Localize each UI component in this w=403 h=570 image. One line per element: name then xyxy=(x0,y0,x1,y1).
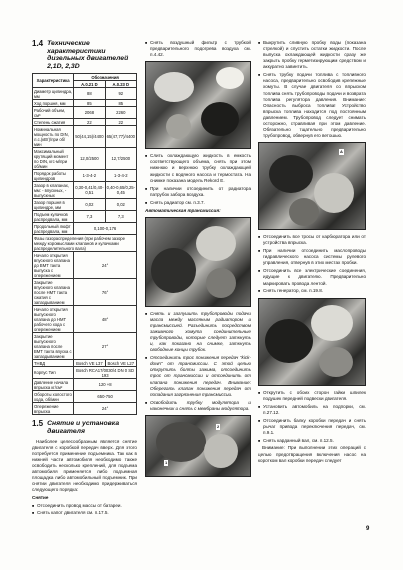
table-cell-value: 0,30-0,41/0,40-0,51 xyxy=(74,182,105,199)
table-row xyxy=(33,211,137,223)
section-heading-1-5 xyxy=(32,420,137,435)
table-cell-value: 76° xyxy=(74,279,137,306)
table-row xyxy=(33,148,137,170)
table-header-col2: A.0.23 D xyxy=(105,81,136,88)
table-cell-label: Диаметр цилиндра, мм xyxy=(34,88,73,99)
table-cell-label: Номинальная мощность по DIN, л.с.(кВт)/при об/мин xyxy=(33,126,74,148)
table-row xyxy=(33,333,137,360)
table-cell-value: 22 xyxy=(74,119,105,126)
list-item: ■ Отсоединить трос понижения передач "kick-down" от трансмиссии. С этой целью открутить болты зажима, отсоединить трос от трансмиссии и отсоединить от клапана понижения передач. Внимание: Оберегать клапан понижения передач от попадания загрязнения трансмиссии. xyxy=(145,355,251,398)
list-item: ■ Выкрутить сливную пробку воды (показана стрелкой) и спустить остатки жидкости. После выпуска охлаждающей жидкости сразу же закрыть пробку герметизирующим средством и аккуратно завинтить. xyxy=(258,40,366,70)
table-cell-value: 0,02 xyxy=(74,199,105,211)
table-cell-label: Продольный люфт распредвала, мм xyxy=(33,223,74,235)
table-cell-label: Закрытие впускного клапана после НМТ такта сжатия с запаздыванием xyxy=(33,279,74,306)
table-cell-label: Фазы газораспределения (при рабочем зазоре между коромыслами клапанов и кулачками распределительного вала) xyxy=(33,235,137,252)
table-row xyxy=(33,367,137,379)
figure-label-2: 2 xyxy=(217,423,220,429)
table-cell-value: 85 xyxy=(105,100,136,107)
list-item: ■ При наличии отсоединить от радиатора патрубок забора воздуха. xyxy=(145,186,251,198)
table-row xyxy=(33,235,137,252)
list-item: ■ Снять радиатор см. п.3.7. xyxy=(145,200,251,206)
table-cell-value: 92 xyxy=(105,88,136,100)
photo-caption: ■ Снять и заглушить трубопроводы подачи масла между масляным радиатором и трансмиссией. Разъединить посредством зажимного хомута соединительные трубопроводы, которые следует заткнуть и, как показано на снимке, заткнуть свободные концы трубок. xyxy=(145,311,251,354)
table-header-col1: A.0.21 D xyxy=(74,81,105,88)
table-cell-value: 24° xyxy=(74,403,137,415)
engine-photo-3 xyxy=(145,415,251,477)
list-item: ■ Установить автомобиль на подпорки, см. п.27.12. xyxy=(258,404,366,416)
table-row xyxy=(33,107,137,119)
list-item: ■ Слить охлаждающую жидкость в емкость соответствующего объема, снять при этом нижнюю и верхнюю трубку охлаждающей жидкости с водяного насоса и термостата. На снимке показана модель Rekord E. xyxy=(145,153,251,183)
table-cell-value: 48° xyxy=(74,306,137,333)
section-number: 1.5 xyxy=(32,419,44,429)
table-header-designation: Обозначения xyxy=(74,74,137,81)
intro-paragraph: Наиболее целесообразным является снятие двигателя с коробкой передач вверх. Для этого потребуется применение подъемника. Так как в нижней части автомобиля необходимо также освободить несколько креплений, для подъема автомобиля применяется либо подъемная площадка либо автомобильный подъемник. При снятии двигателя необходимо придерживаться следующего порядка: xyxy=(32,438,137,493)
list-item: ■ Снять воздушный фильтр с трубкой предварительного подогрева воздуха см. п.4.42. xyxy=(145,40,251,58)
table-cell-value: 650-750 xyxy=(74,391,137,403)
list-item: ■ Снять капот двигателя см. п.17.5. xyxy=(32,510,137,516)
table-cell-value: 7,3 xyxy=(74,211,105,223)
section-title: Снятие и установка двигателя xyxy=(47,420,120,435)
table-header-characteristic: Характеристика xyxy=(33,74,74,88)
list-item: ■ Отсоединить провод массы от батареи. xyxy=(32,503,137,509)
table-cell-value: Bosch VE L37 xyxy=(74,360,105,367)
table-row xyxy=(33,88,137,100)
list-item: ■ Отсоединить все электрические соединения, идущие к двигателю. Предварительно маркировать провода лентой. xyxy=(258,268,366,286)
table-cell-label: Порядок работы цилиндров xyxy=(33,170,74,182)
table-cell-label: Рабочий объем, см³ xyxy=(33,107,74,119)
spec-table xyxy=(32,73,137,415)
table-cell-label: Степень сжатия xyxy=(33,119,74,126)
section-number: 1.4 xyxy=(32,39,44,48)
table-cell-value: 2068 xyxy=(74,107,105,119)
engine-photo-2 xyxy=(145,217,251,307)
list-item: ■ Открутить с обоих сторон гайки шпилек подушек передней подвески двигателя. xyxy=(258,390,366,402)
table-cell-value: 120 +8 xyxy=(74,379,137,391)
table-row xyxy=(33,199,137,211)
table-cell-value: 65(47,77)/4400 xyxy=(105,126,136,148)
table-cell-value: Bosch RCA17/0030/4 DN 0 SD 193 xyxy=(74,367,137,379)
section-heading-1-4 xyxy=(32,40,137,70)
table-cell-label: ТНВД xyxy=(33,360,74,367)
list-item: ■ Снять трубку подачи топлива с топливного насоса, предварительно освободив крепежные хомуты. В случае двигателя со впрыском топлива снять трубопроводы подачи и возврата топлива регулятора давления. Внимание: Опасность выброса топлива! Устройство впрыска топлива находится под постоянным давлением. Трубопровод следует снимать осторожно, стравливая при этом давление. Обязательно тщательно предварительно трубопровод, обвернув его ветошью. xyxy=(258,72,366,139)
table-cell-label: Обороты холостого хода, об/мин xyxy=(34,391,72,402)
table-cell-label: Зазор в клапанах, мм: - впускных, - выпускных xyxy=(33,182,74,199)
list-item: ■ При наличии отсоединить маслопроводы гидравлического насоса системы рулевого управления, отвернув в этих местах пробки. xyxy=(258,248,366,266)
page-number: 9 xyxy=(366,526,370,532)
table-cell-label: Начало открытия впускного клапана до ВМТ такта выпуска с опережением xyxy=(33,252,74,279)
table-cell-value: 1-3-4-2 xyxy=(74,170,105,182)
table-cell-value: 0,40-0,65/0,25-0,45 xyxy=(105,182,136,199)
table-row xyxy=(33,126,137,148)
list-item: ■ Освободить трубку модулятора и наконечник и снять с мембраны модулятора. xyxy=(145,400,251,412)
list-item: ■ Снять генератор, см. п.19.8. xyxy=(258,288,366,294)
italic-note: Автоматическая трансмиссия: xyxy=(145,207,221,213)
table-row xyxy=(33,223,137,235)
table-cell-value: Bosch VE L27 xyxy=(105,360,136,367)
table-cell-value: 12,7/2500 xyxy=(105,148,136,170)
engine-photo-4 xyxy=(258,142,366,230)
figure-label-1: 1 xyxy=(165,459,168,465)
table-cell-label: Подъем кулачков распредвала, мм xyxy=(33,211,74,223)
table-row xyxy=(33,391,137,403)
table-row xyxy=(33,360,137,367)
table-cell-value: 24° xyxy=(74,252,137,279)
table-cell-value: 1-3-4-2 xyxy=(105,170,136,182)
list-item: ■ Снять карданный вал, см. п.12.5. xyxy=(258,438,366,444)
table-row xyxy=(33,306,137,333)
table-cell-value: 22 xyxy=(105,119,136,126)
table-cell-label: Корпус Тип xyxy=(33,367,74,379)
table-cell-value: 0,02 xyxy=(105,199,136,211)
table-cell-value: 85 xyxy=(74,100,105,107)
table-row xyxy=(33,100,137,107)
figure-label-a: A xyxy=(340,149,343,155)
table-cell-label: Ход поршня, мм xyxy=(33,100,74,107)
section-title: Технические характеристики дизельных двигателей 2,1D, 2,3D xyxy=(47,40,129,70)
table-header-row xyxy=(33,74,137,81)
list-item: ■ Отсоединить балку коробки передач и снять рычаг привода переключения передач, см. п.9.1. xyxy=(258,418,366,436)
table-cell-value: 50(44,15)/4400 xyxy=(74,126,105,148)
column-left xyxy=(32,40,137,518)
table-row xyxy=(33,379,137,391)
table-row xyxy=(33,182,137,199)
table-row xyxy=(33,119,137,126)
table-cell-value: 0,100-0,176 xyxy=(74,223,137,235)
table-cell-value: 2260 xyxy=(105,107,136,119)
column-right xyxy=(258,40,366,465)
table-row xyxy=(33,403,137,415)
warning-note: Внимание: При выполнении этих операций с целью предотвращения включения насос на коротком вал коробки передач следует xyxy=(258,445,366,463)
table-row xyxy=(33,279,137,306)
table-cell-label: Максимальный крутящий момент по DIN, кгс·м/при об/мин xyxy=(33,148,74,170)
column-middle xyxy=(145,40,251,481)
subtitle-removal: Снятие xyxy=(32,495,49,501)
table-cell-value: 88 xyxy=(74,88,105,100)
table-row xyxy=(33,170,137,182)
table-row xyxy=(33,252,137,279)
table-cell-label: Начало открытия выпускного клапана до НМТ рабочего хода с опережением xyxy=(33,306,74,333)
engine-photo-1 xyxy=(145,61,251,149)
table-cell-label: Опережение впрыска xyxy=(33,403,74,415)
table-cell-value: 12,0/2500 xyxy=(74,148,105,170)
table-cell-label: Зазор поршня в цилиндре, мм xyxy=(33,199,74,211)
engine-photo-5 xyxy=(258,298,366,386)
table-cell-label: Давление начала впрыска кг/см² xyxy=(33,379,74,391)
table-cell-label: Закрытие выпускного клапана после ВМТ такта впуска с запаздыванием xyxy=(33,333,74,360)
list-item: ■ Отсоединить все тросы от карбюратора или от устройства впрыска. xyxy=(258,234,366,246)
table-cell-value: 7,3 xyxy=(105,211,136,223)
table-cell-value: 27° xyxy=(74,333,137,360)
